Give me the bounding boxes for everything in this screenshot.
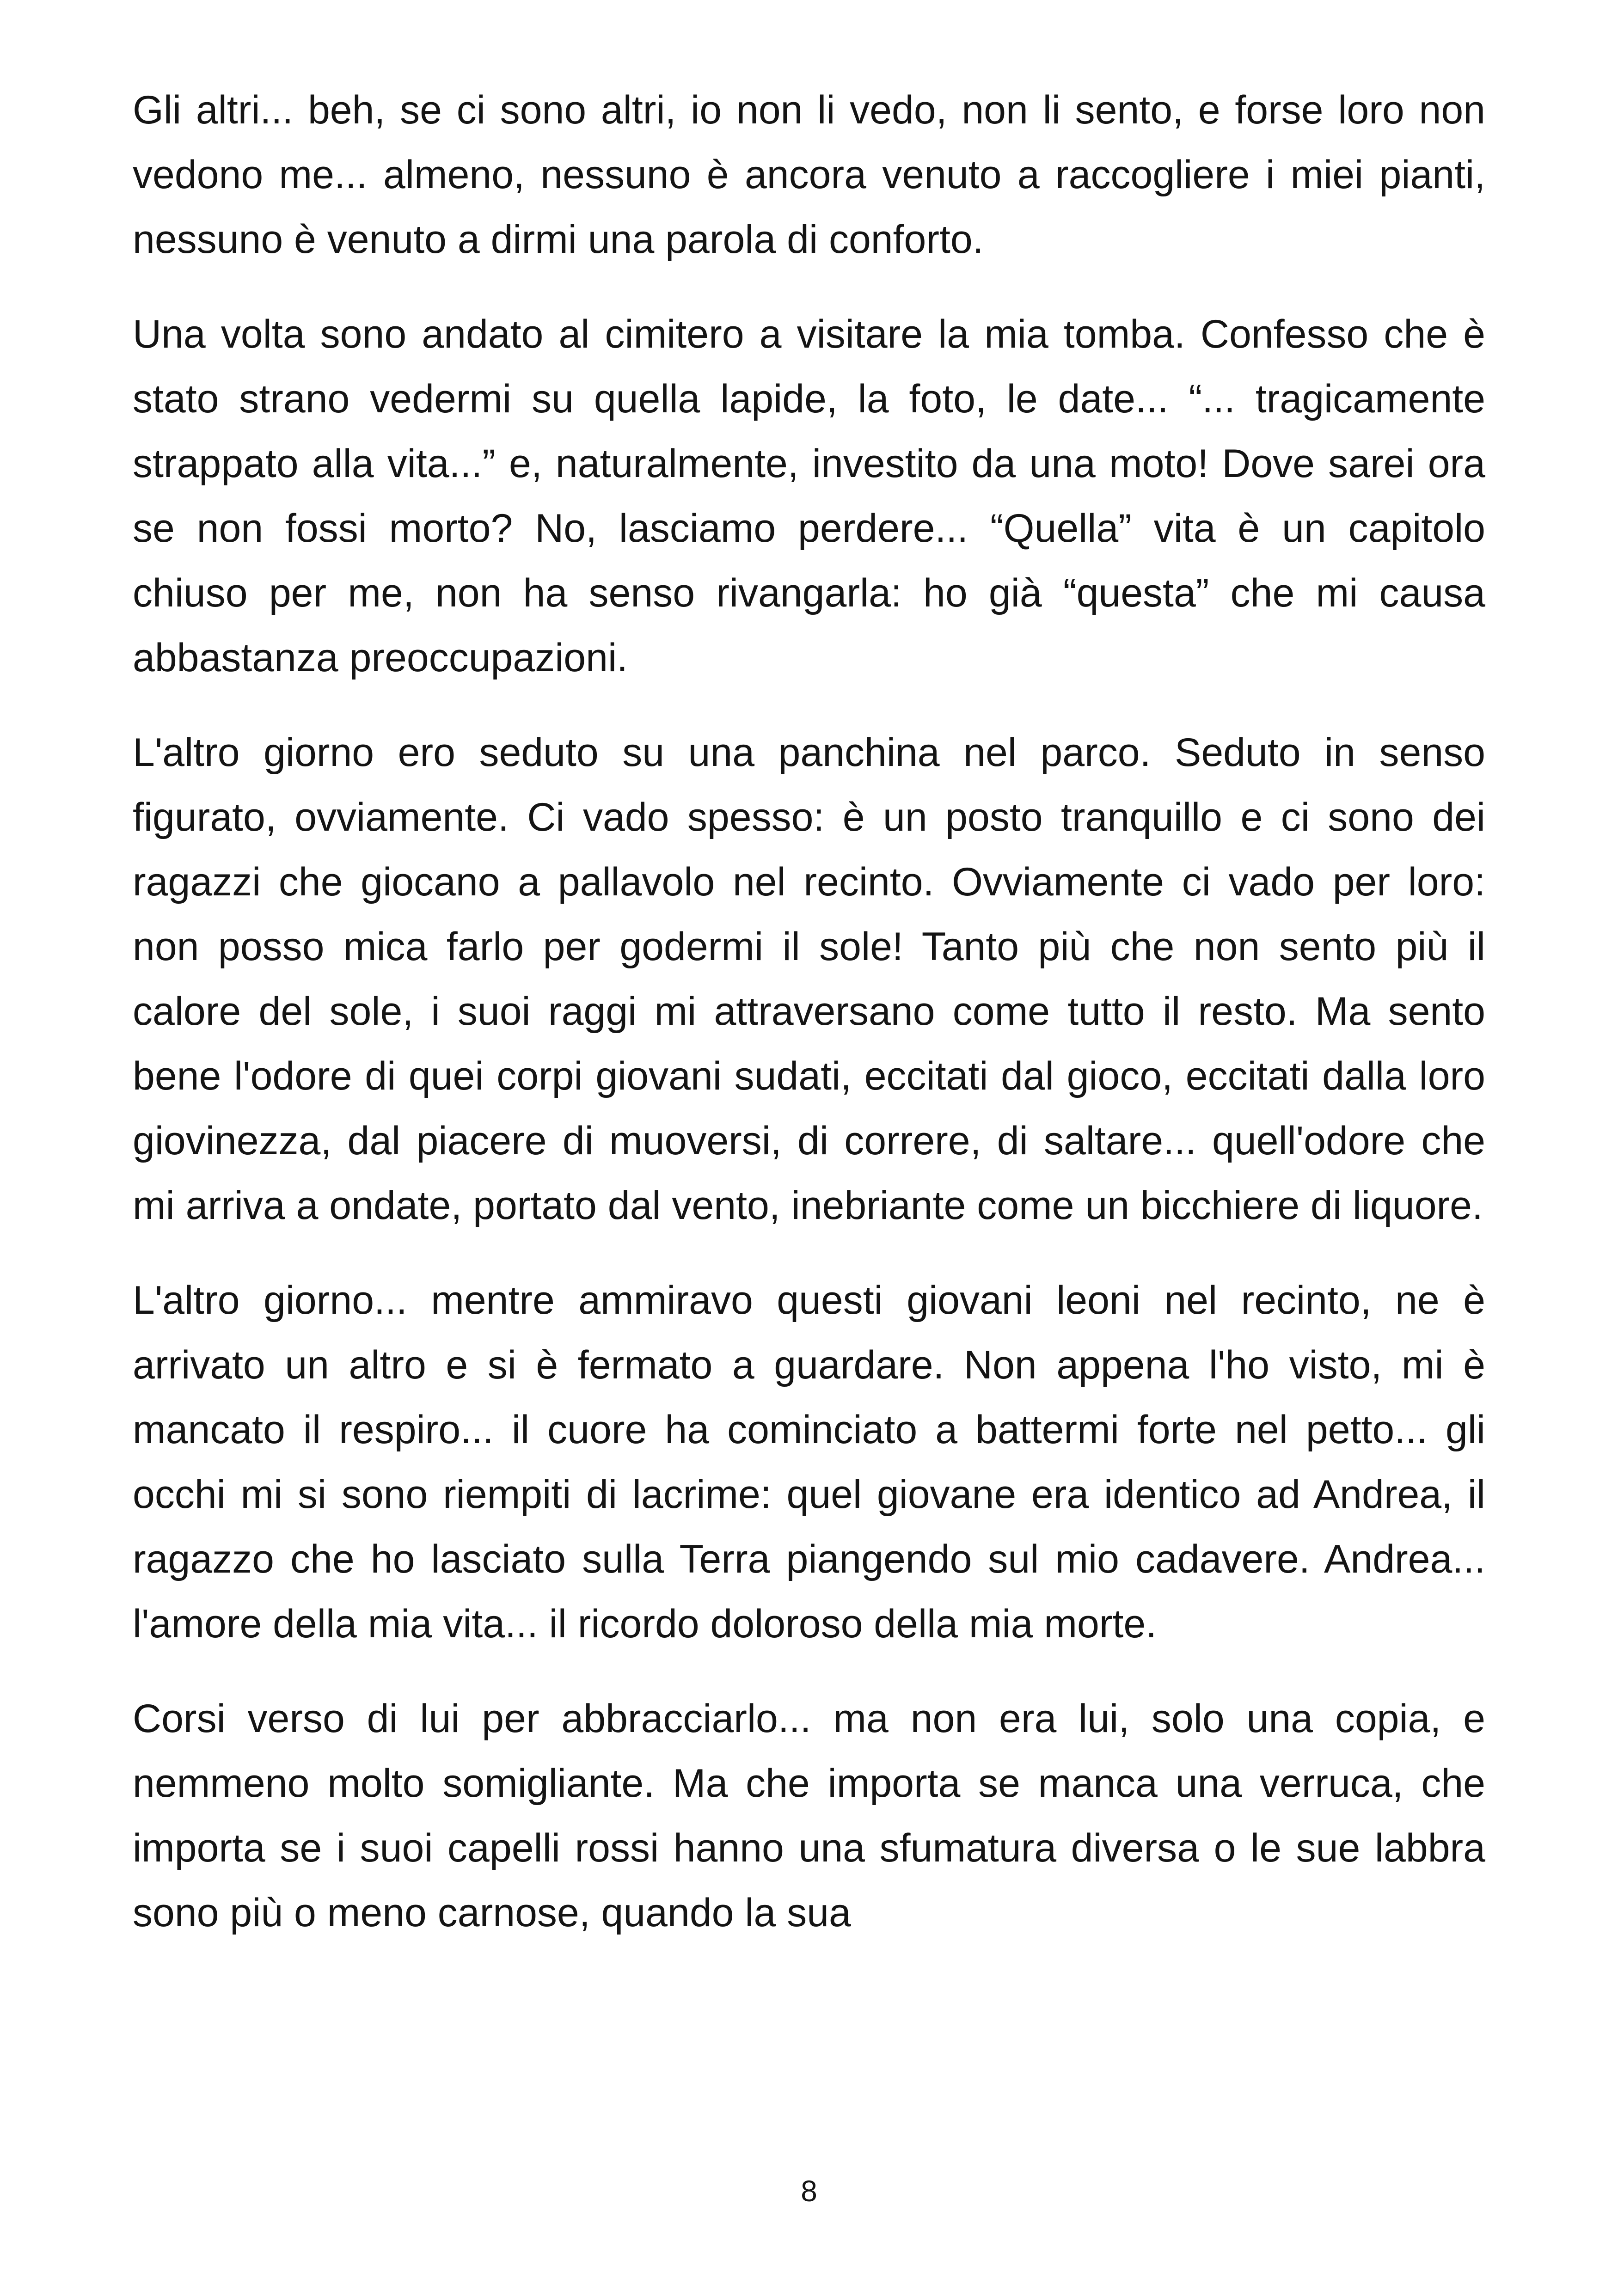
paragraph-3: L'altro giorno ero seduto su una panchina nel parco. Seduto in senso figurato, ovviamente. Ci vado spesso: è un posto tranquillo e ci sono dei ragazzi che giocano a pallavolo nel recinto. Ovviamente ci vado per loro: non posso mica farlo per godermi il sole! Tanto più che non sento più il calore del sole, i suoi raggi mi attraversano come tutto il resto. Ma sento bene l'odore di quei corpi giovani sudati, eccitati dal gioco, eccitati dalla loro giovinezza, dal piacere di muoversi, di correre, di saltare... quell'odore che mi arriva a ondate, portato dal vento, inebriante come un bicchiere di liquore. (133, 730, 1485, 1228)
paragraph-1: Gli altri... beh, se ci sono altri, io non li vedo, non li sento, e forse loro non vedono me... almeno, nessuno è ancora venuto a raccogliere i miei pianti, nessuno è venuto a dirmi una parola di conforto. (133, 88, 1485, 262)
paragraph-2: Una volta sono andato al cimitero a visitare la mia tomba. Confesso che è stato strano vedermi su quella lapide, la foto, le date... “... tragicamente strappato alla vita...” e, naturalmente, investito da una moto! Dove sarei ora se non fossi morto? No, lasciamo perdere... “Quella” vita è un capitolo chiuso per me, non ha senso rivangarla: ho già “questa” che mi causa abbastanza preoccupazioni. (133, 312, 1485, 680)
paragraph-4: L'altro giorno... mentre ammiravo questi giovani leoni nel recinto, ne è arrivato un altro e si è fermato a guardare. Non appena l'ho visto, mi è mancato il respiro... il cuore ha cominciato a battermi forte nel petto... gli occhi mi si sono riempiti di lacrime: quel giovane era identico ad Andrea, il ragazzo che ho lasciato sulla Terra piangendo sul mio cadavere. Andrea... l'amore della mia vita... il ricordo doloroso della mia morte. (133, 1278, 1485, 1646)
paragraph-5: Corsi verso di lui per abbracciarlo... ma non era lui, solo una copia, e nemmeno molto somigliante. Ma che importa se manca una verruca, che importa se i suoi capelli rossi hanno una sfumatura diversa o le sue labbra sono più o meno carnose, quando la sua (133, 1696, 1485, 1935)
body-text (133, 78, 1485, 1975)
page-number: 8 (801, 2174, 817, 2208)
